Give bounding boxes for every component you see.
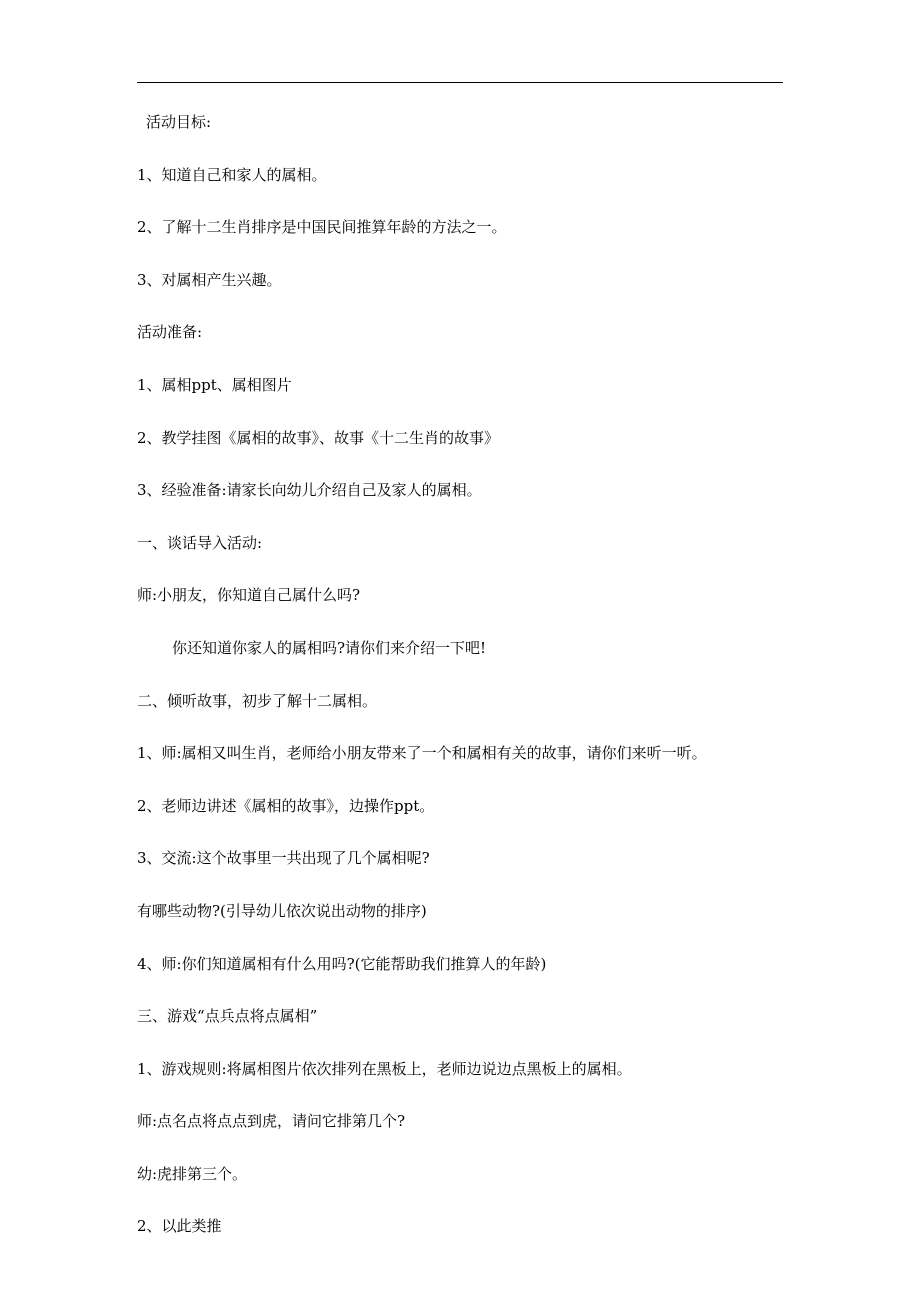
paragraph-line: 师:点名点将点点到虎，请问它排第几个? xyxy=(137,1112,406,1131)
paragraph-line: 2、以此类推 xyxy=(137,1217,222,1236)
document-body xyxy=(137,112,787,1269)
section-heading-3: 三、游戏“点兵点将点属相” xyxy=(137,1007,318,1026)
paragraph-line: 1、师:属相又叫生肖，老师给小朋友带来了一个和属相有关的故事，请你们来听一听。 xyxy=(137,744,707,763)
paragraph-line: 3、交流:这个故事里一共出现了几个属相呢? xyxy=(137,849,430,868)
paragraph-line: 2、老师边讲述《属相的故事》，边操作ppt。 xyxy=(137,796,435,815)
goal-item-1: 1、知道自己和家人的属相。 xyxy=(137,165,327,184)
preparation-item-3: 3、经验准备:请家长向幼儿介绍自己及家人的属相。 xyxy=(137,481,482,500)
header-rule xyxy=(137,82,783,83)
heading-activity-preparation: 活动准备: xyxy=(137,323,203,342)
paragraph-line: 有哪些动物?(引导幼儿依次说出动物的排序) xyxy=(137,901,427,920)
goal-item-2: 2、了解十二生肖排序是中国民间推算年龄的方法之一。 xyxy=(137,218,507,237)
section-heading-2: 二、倾听故事，初步了解十二属相。 xyxy=(137,691,378,710)
preparation-item-2: 2、教学挂图《属相的故事》、故事《十二生肖的故事》 xyxy=(137,428,500,447)
paragraph-line: 1、游戏规则:将属相图片依次排列在黑板上，老师边说边点黑板上的属相。 xyxy=(137,1059,632,1078)
preparation-item-1: 1、属相ppt、属相图片 xyxy=(137,375,292,394)
goal-item-3: 3、对属相产生兴趣。 xyxy=(137,270,282,289)
paragraph-line: 你还知道你家人的属相吗?请你们来介绍一下吧! xyxy=(172,638,487,657)
heading-activity-goals: 活动目标: xyxy=(146,113,212,131)
section-heading-1: 一、谈话导入活动: xyxy=(137,533,263,552)
paragraph-line: 幼:虎排第三个。 xyxy=(137,1164,248,1183)
paragraph-line: 师:小朋友，你知道自己属什么吗? xyxy=(137,586,361,605)
paragraph-line: 4、师:你们知道属相有什么用吗?(它能帮助我们推算人的年龄) xyxy=(137,954,547,973)
